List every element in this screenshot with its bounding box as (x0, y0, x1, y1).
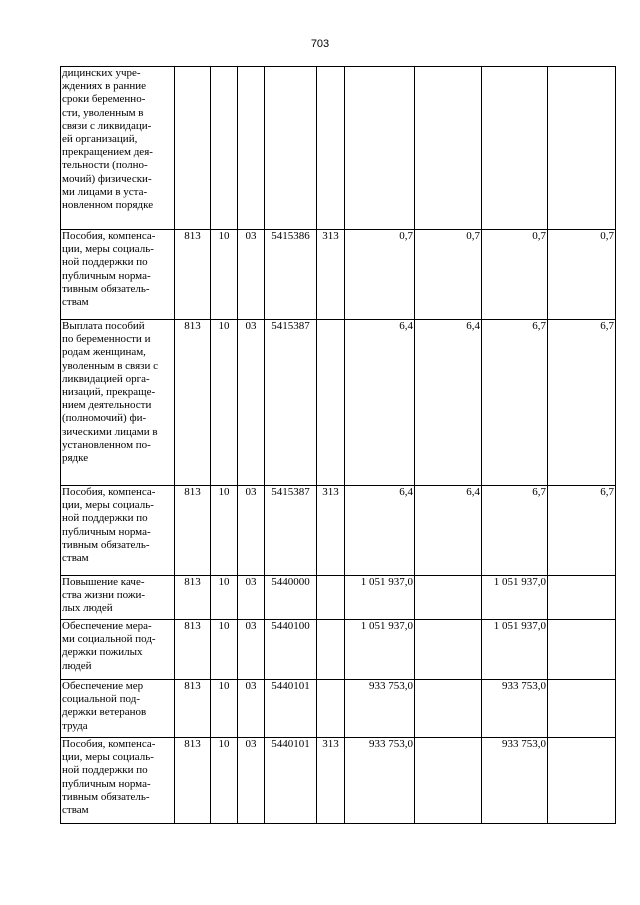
amount-cell-4 (548, 576, 616, 620)
amount-cell-1: 6,4 (345, 486, 415, 576)
row-name-line: рядке (62, 452, 89, 465)
subsection-code-cell: 03 (238, 320, 265, 486)
row-name-line: установленном по- (62, 438, 151, 451)
ministry-code-cell: 813 (175, 486, 211, 576)
row-name-line: тивным обязатель- (62, 282, 150, 295)
table-row (61, 486, 616, 576)
table-row (61, 230, 616, 320)
amount-cell-3: 0,7 (482, 230, 548, 320)
target-article-cell: 5440101 (265, 680, 317, 738)
row-name-line: сроки беременно- (62, 93, 146, 106)
expense-type-cell (317, 680, 345, 738)
amount-cell-2: 6,4 (415, 320, 482, 486)
amount-cell-3: 1 051 937,0 (482, 620, 548, 680)
row-name-line: нием деятельности (62, 399, 152, 412)
row-name-line: ми социальной под- (62, 633, 156, 646)
amount-cell-4 (548, 67, 616, 230)
row-name-line: ции, меры социаль- (62, 499, 154, 512)
ministry-code-cell: 813 (175, 230, 211, 320)
ministry-code-cell (175, 67, 211, 230)
row-name-line: зическими лицами в (62, 425, 158, 438)
subsection-code-cell: 03 (238, 486, 265, 576)
amount-cell-2: 6,4 (415, 486, 482, 576)
expense-type-cell: 313 (317, 230, 345, 320)
row-name-line: ции, меры социаль- (62, 243, 154, 256)
amount-cell-1: 1 051 937,0 (345, 620, 415, 680)
table-row (61, 620, 616, 680)
amount-cell-2 (415, 67, 482, 230)
amount-cell-2 (415, 576, 482, 620)
row-name-line: держки пожилых (62, 646, 143, 659)
amount-cell-3: 6,7 (482, 320, 548, 486)
amount-cell-3: 933 753,0 (482, 680, 548, 738)
row-name-line: ствам (62, 296, 89, 309)
row-name-line: ции, меры социаль- (62, 751, 154, 764)
row-name-cell (61, 620, 175, 680)
subsection-code-cell: 03 (238, 738, 265, 824)
row-name-line: уволенным в связи с (62, 359, 159, 372)
row-name-line: ликвидацией орга- (62, 372, 150, 385)
row-name-cell (61, 680, 175, 738)
amount-cell-1: 0,7 (345, 230, 415, 320)
amount-cell-2 (415, 680, 482, 738)
row-name-line: публичным норма- (62, 269, 151, 282)
amount-cell-4: 6,7 (548, 486, 616, 576)
target-article-cell: 5440100 (265, 620, 317, 680)
ministry-code-cell: 813 (175, 320, 211, 486)
row-name-line: ной поддержки по (62, 764, 148, 777)
row-name-line: Пособия, компенса- (62, 738, 156, 750)
target-article-cell: 5415387 (265, 320, 317, 486)
amount-cell-4 (548, 620, 616, 680)
section-code-cell: 10 (211, 680, 238, 738)
amount-cell-3: 1 051 937,0 (482, 576, 548, 620)
row-name-cell (61, 738, 175, 824)
expense-type-cell (317, 320, 345, 486)
target-article-cell (265, 67, 317, 230)
row-name-line: лых людей (62, 602, 113, 615)
row-name-line: ствам (62, 552, 89, 565)
amount-cell-1: 1 051 937,0 (345, 576, 415, 620)
row-name-line: прекращением дея- (62, 146, 153, 159)
amount-cell-4: 0,7 (548, 230, 616, 320)
ministry-code-cell: 813 (175, 620, 211, 680)
subsection-code-cell: 03 (238, 576, 265, 620)
row-name-line: низаций, прекраще- (62, 386, 156, 399)
section-code-cell: 10 (211, 738, 238, 824)
row-name-cell (61, 576, 175, 620)
row-name-line: держки ветеранов (62, 706, 147, 719)
ministry-code-cell: 813 (175, 680, 211, 738)
row-name-line: тивным обязатель- (62, 790, 150, 803)
section-code-cell: 10 (211, 486, 238, 576)
expense-type-cell (317, 576, 345, 620)
amount-cell-4: 6,7 (548, 320, 616, 486)
table-row (61, 680, 616, 738)
row-name-cell (61, 320, 175, 486)
row-name-line: ства жизни пожи- (62, 589, 145, 602)
expense-type-cell: 313 (317, 486, 345, 576)
table-body (61, 67, 616, 824)
row-name-line: новленном порядке (62, 199, 154, 212)
table-row (61, 576, 616, 620)
row-name-line: социальной под- (62, 693, 140, 706)
target-article-cell: 5415386 (265, 230, 317, 320)
ministry-code-cell: 813 (175, 738, 211, 824)
row-name-line: мочий) физически- (62, 172, 152, 185)
amount-cell-1: 933 753,0 (345, 680, 415, 738)
row-name-line: публичным норма- (62, 777, 151, 790)
row-name-cell (61, 67, 175, 230)
section-code-cell: 10 (211, 230, 238, 320)
table-row (61, 738, 616, 824)
row-name-line: людей (62, 659, 92, 672)
amount-cell-4 (548, 738, 616, 824)
subsection-code-cell (238, 67, 265, 230)
row-name-line: родам женщинам, (62, 346, 146, 359)
row-name-line: ной поддержки по (62, 512, 148, 525)
section-code-cell: 10 (211, 620, 238, 680)
amount-cell-1: 933 753,0 (345, 738, 415, 824)
amount-cell-3: 933 753,0 (482, 738, 548, 824)
row-name-line: сти, уволенным в (62, 106, 144, 119)
page-number: 703 (310, 38, 330, 50)
subsection-code-cell: 03 (238, 620, 265, 680)
subsection-code-cell: 03 (238, 680, 265, 738)
row-name-line: дицинских учре- (62, 67, 141, 79)
row-name-line: ми лицами в уста- (62, 185, 148, 198)
subsection-code-cell: 03 (238, 230, 265, 320)
table-row (61, 320, 616, 486)
amount-cell-3: 6,7 (482, 486, 548, 576)
expense-type-cell (317, 620, 345, 680)
target-article-cell: 5415387 (265, 486, 317, 576)
amount-cell-2: 0,7 (415, 230, 482, 320)
row-name-line: Выплата пособий (62, 320, 145, 332)
row-name-cell (61, 230, 175, 320)
budget-table (60, 66, 616, 824)
section-code-cell (211, 67, 238, 230)
row-name-line: ждениях в ранние (62, 80, 147, 93)
expense-type-cell: 313 (317, 738, 345, 824)
row-name-line: связи с ликвидаци- (62, 119, 152, 132)
row-name-line: ствам (62, 804, 89, 817)
row-name-line: Пособия, компенса- (62, 230, 156, 242)
section-code-cell: 10 (211, 576, 238, 620)
row-name-line: по беременности и (62, 333, 151, 346)
section-code-cell: 10 (211, 320, 238, 486)
amount-cell-1 (345, 67, 415, 230)
table-row (61, 67, 616, 230)
row-name-line: Обеспечение мер (62, 680, 144, 692)
row-name-line: труда (62, 719, 88, 732)
amount-cell-3 (482, 67, 548, 230)
row-name-line: Обеспечение мера- (62, 620, 152, 632)
row-name-line: тельности (полно- (62, 159, 148, 172)
amount-cell-4 (548, 680, 616, 738)
target-article-cell: 5440000 (265, 576, 317, 620)
expense-type-cell (317, 67, 345, 230)
amount-cell-1: 6,4 (345, 320, 415, 486)
row-name-line: ной поддержки по (62, 256, 148, 269)
row-name-line: публичным норма- (62, 525, 151, 538)
row-name-line: Повышение каче- (62, 576, 145, 588)
amount-cell-2 (415, 738, 482, 824)
row-name-line: ей организаций, (62, 133, 138, 146)
row-name-line: (полномочий) фи- (62, 412, 147, 425)
target-article-cell: 5440101 (265, 738, 317, 824)
amount-cell-2 (415, 620, 482, 680)
ministry-code-cell: 813 (175, 576, 211, 620)
row-name-line: Пособия, компенса- (62, 486, 156, 498)
row-name-cell (61, 486, 175, 576)
row-name-line: тивным обязатель- (62, 538, 150, 551)
